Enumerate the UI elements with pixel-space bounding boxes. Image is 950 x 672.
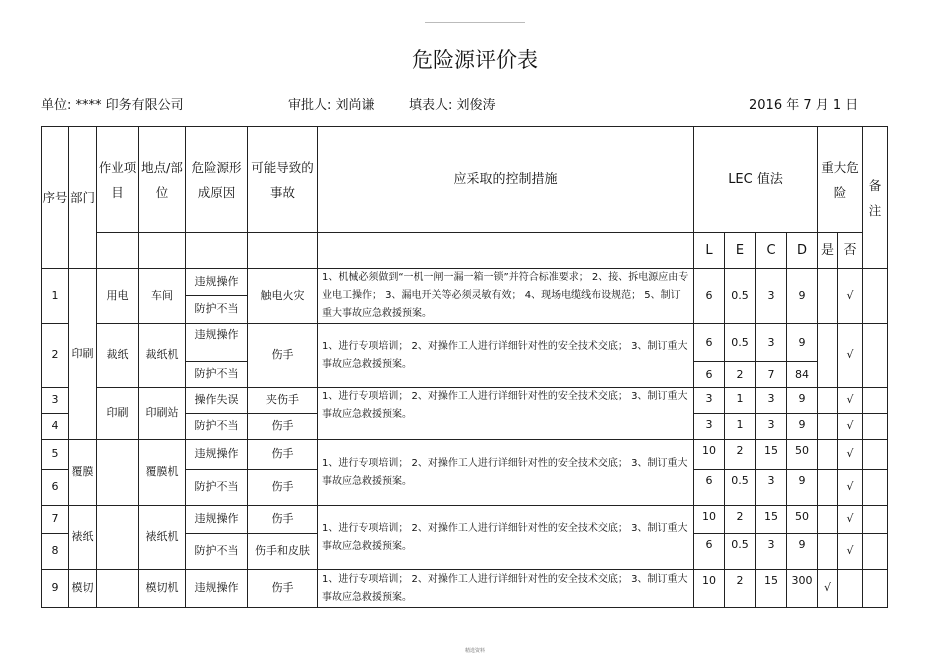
row-7-l: 10 [694,506,725,534]
row-4-e: 1 [725,414,756,440]
row-4-note [863,414,888,440]
row-2-c-1: 3 [756,324,787,362]
row-2-seq: 2 [42,324,69,388]
row-9-l: 10 [694,570,725,608]
row-9-no [838,570,863,608]
hazard-table [41,126,888,608]
row-4-cause: 防护不当 [186,414,248,440]
header-l: L [694,233,725,269]
header-place: 地点/部位 [139,127,186,233]
row-2-d-2: 84 [787,362,818,388]
row-7-c: 15 [756,506,787,534]
row-3-e: 1 [725,388,756,414]
row-9-place: 模切机 [139,570,186,608]
row-6-note [863,470,888,506]
row-56-control: 1、进行专项培训； 2、对操作工人进行详细针对性的安全技术交底； 3、制订重大事故应急救援预案。 [318,440,694,506]
row-3-yes [818,388,838,414]
row-6-accident: 伤手 [248,470,318,506]
row-1-control: 1、机械必须做到“一机一闸一漏一箱一锁”并符合标准要求； 2、接、拆电源应由专业电工操作； 3、漏电开关等必须灵敏有效； 4、现场电缆线布设规范； 5、制订重大事故应急救援预案。 [318,269,694,324]
row-2-cause-1: 违规操作 [186,324,248,362]
row-2-control: 1、进行专项培训； 2、对操作工人进行详细针对性的安全技术交底； 3、制订重大事故应急救援预案。 [318,324,694,388]
row-5-l: 10 [694,440,725,470]
row-2-place: 裁纸机 [139,324,186,388]
header-blank [186,233,248,269]
row-3-c: 3 [756,388,787,414]
row-6-seq: 6 [42,470,69,506]
row-78-job [97,506,139,570]
header-major: 重大危险 [818,127,863,233]
row-1-no: √ [838,269,863,324]
row-56-job [97,440,139,506]
row-3-d: 9 [787,388,818,414]
row-7-no: √ [838,506,863,534]
row-6-l: 6 [694,470,725,506]
header-yes: 是 [818,233,838,269]
row-1-cause-2: 防护不当 [186,296,248,324]
approver-label: 审批人: 刘尚谦 [288,98,375,113]
row-9-control: 1、进行专项培训； 2、对操作工人进行详细针对性的安全技术交底； 3、制订重大事故应急救援预案。 [318,570,694,608]
row-78-place: 裱纸机 [139,506,186,570]
header-blank [248,233,318,269]
row-9-dept: 模切 [69,570,97,608]
row-8-l: 6 [694,534,725,570]
row-4-c: 3 [756,414,787,440]
row-9-yes: √ [818,570,838,608]
row-7-accident: 伤手 [248,506,318,534]
header-d: D [787,233,818,269]
header-accident: 可能导致的事故 [248,127,318,233]
row-7-d: 50 [787,506,818,534]
row-1-e: 0.5 [725,269,756,324]
row-3-accident: 夹伤手 [248,388,318,414]
header-note: 备注 [863,127,888,269]
row-5-seq: 5 [42,440,69,470]
row-5-c: 15 [756,440,787,470]
header-blank [97,233,139,269]
header-seq: 序号 [42,127,69,269]
header-rule [425,22,525,23]
row-2-cause-2: 防护不当 [186,362,248,388]
row-2-d-1: 9 [787,324,818,362]
row-8-accident: 伤手和皮肤 [248,534,318,570]
row-1-seq: 1 [42,269,69,324]
row-1-cause-1: 违规操作 [186,269,248,296]
row-6-no: √ [838,470,863,506]
footer-label: 精选资料 [464,648,485,654]
row-8-d: 9 [787,534,818,570]
row-2-yes [818,324,838,388]
header-blank [139,233,186,269]
header-blank [318,233,694,269]
row-5-accident: 伤手 [248,440,318,470]
row-6-yes [818,470,838,506]
unit-label: 单位: **** 印务有限公司 [41,98,184,113]
header-job: 作业项目 [97,127,139,233]
row-4-no: √ [838,414,863,440]
date-label: 2016 年 7 月 1 日 [749,98,859,113]
row-9-job [97,570,139,608]
row-1-d: 9 [787,269,818,324]
header-no: 否 [838,233,863,269]
row-2-e-2: 2 [725,362,756,388]
row-6-e: 0.5 [725,470,756,506]
row-7-seq: 7 [42,506,69,534]
row-78-dept: 裱纸 [69,506,97,570]
row-4-l: 3 [694,414,725,440]
row-5-e: 2 [725,440,756,470]
row-34-job: 印刷 [97,388,139,440]
header-control: 应采取的控制措施 [318,127,694,233]
row-8-yes [818,534,838,570]
row-8-note [863,534,888,570]
header-dept: 部门 [69,127,97,269]
row-7-note [863,506,888,534]
header-c: C [756,233,787,269]
row-3-no: √ [838,388,863,414]
row-7-yes [818,506,838,534]
row-8-cause: 防护不当 [186,534,248,570]
row-8-no: √ [838,534,863,570]
row-2-no: √ [838,324,863,388]
row-4-yes [818,414,838,440]
filler-label: 填表人: 刘俊涛 [409,98,496,113]
row-1-place: 车间 [139,269,186,324]
row-9-seq: 9 [42,570,69,608]
row-1-accident: 触电火灾 [248,269,318,324]
row-3-seq: 3 [42,388,69,414]
row-3-cause: 操作失误 [186,388,248,414]
row-9-c: 15 [756,570,787,608]
row-3-l: 3 [694,388,725,414]
row-2-l-2: 6 [694,362,725,388]
row-1-job: 用电 [97,269,139,324]
page-title: 危险源评价表 [412,48,538,72]
row-6-c: 3 [756,470,787,506]
row-4-seq: 4 [42,414,69,440]
row-9-e: 2 [725,570,756,608]
row-2-note [863,324,888,388]
row-56-place: 覆膜机 [139,440,186,506]
row-1-c: 3 [756,269,787,324]
header-cause: 危险源形成原因 [186,127,248,233]
row-5-no: √ [838,440,863,470]
row-6-d: 9 [787,470,818,506]
row-1-yes [818,269,838,324]
dept-print: 印刷 [69,269,97,440]
row-9-d: 300 [787,570,818,608]
row-7-cause: 违规操作 [186,506,248,534]
row-8-c: 3 [756,534,787,570]
row-8-e: 0.5 [725,534,756,570]
row-5-yes [818,440,838,470]
row-3-note [863,388,888,414]
header-e: E [725,233,756,269]
row-8-seq: 8 [42,534,69,570]
row-1-l: 6 [694,269,725,324]
row-7-e: 2 [725,506,756,534]
row-4-d: 9 [787,414,818,440]
row-2-c-2: 7 [756,362,787,388]
row-34-control: 1、进行专项培训； 2、对操作工人进行详细针对性的安全技术交底； 3、制订重大事故应急救援预案。 [318,388,694,440]
row-9-accident: 伤手 [248,570,318,608]
row-4-accident: 伤手 [248,414,318,440]
row-2-accident: 伤手 [248,324,318,388]
row-2-l-1: 6 [694,324,725,362]
row-78-control: 1、进行专项培训； 2、对操作工人进行详细针对性的安全技术交底； 3、制订重大事故应急救援预案。 [318,506,694,570]
header-lec: LEC 值法 [694,127,818,233]
row-6-cause: 防护不当 [186,470,248,506]
row-5-d: 50 [787,440,818,470]
row-5-note [863,440,888,470]
row-56-dept: 覆膜 [69,440,97,506]
row-5-cause: 违规操作 [186,440,248,470]
row-34-place: 印刷站 [139,388,186,440]
row-1-note [863,269,888,324]
row-9-note [863,570,888,608]
row-9-cause: 违规操作 [186,570,248,608]
row-2-job: 裁纸 [97,324,139,388]
row-2-e-1: 0.5 [725,324,756,362]
